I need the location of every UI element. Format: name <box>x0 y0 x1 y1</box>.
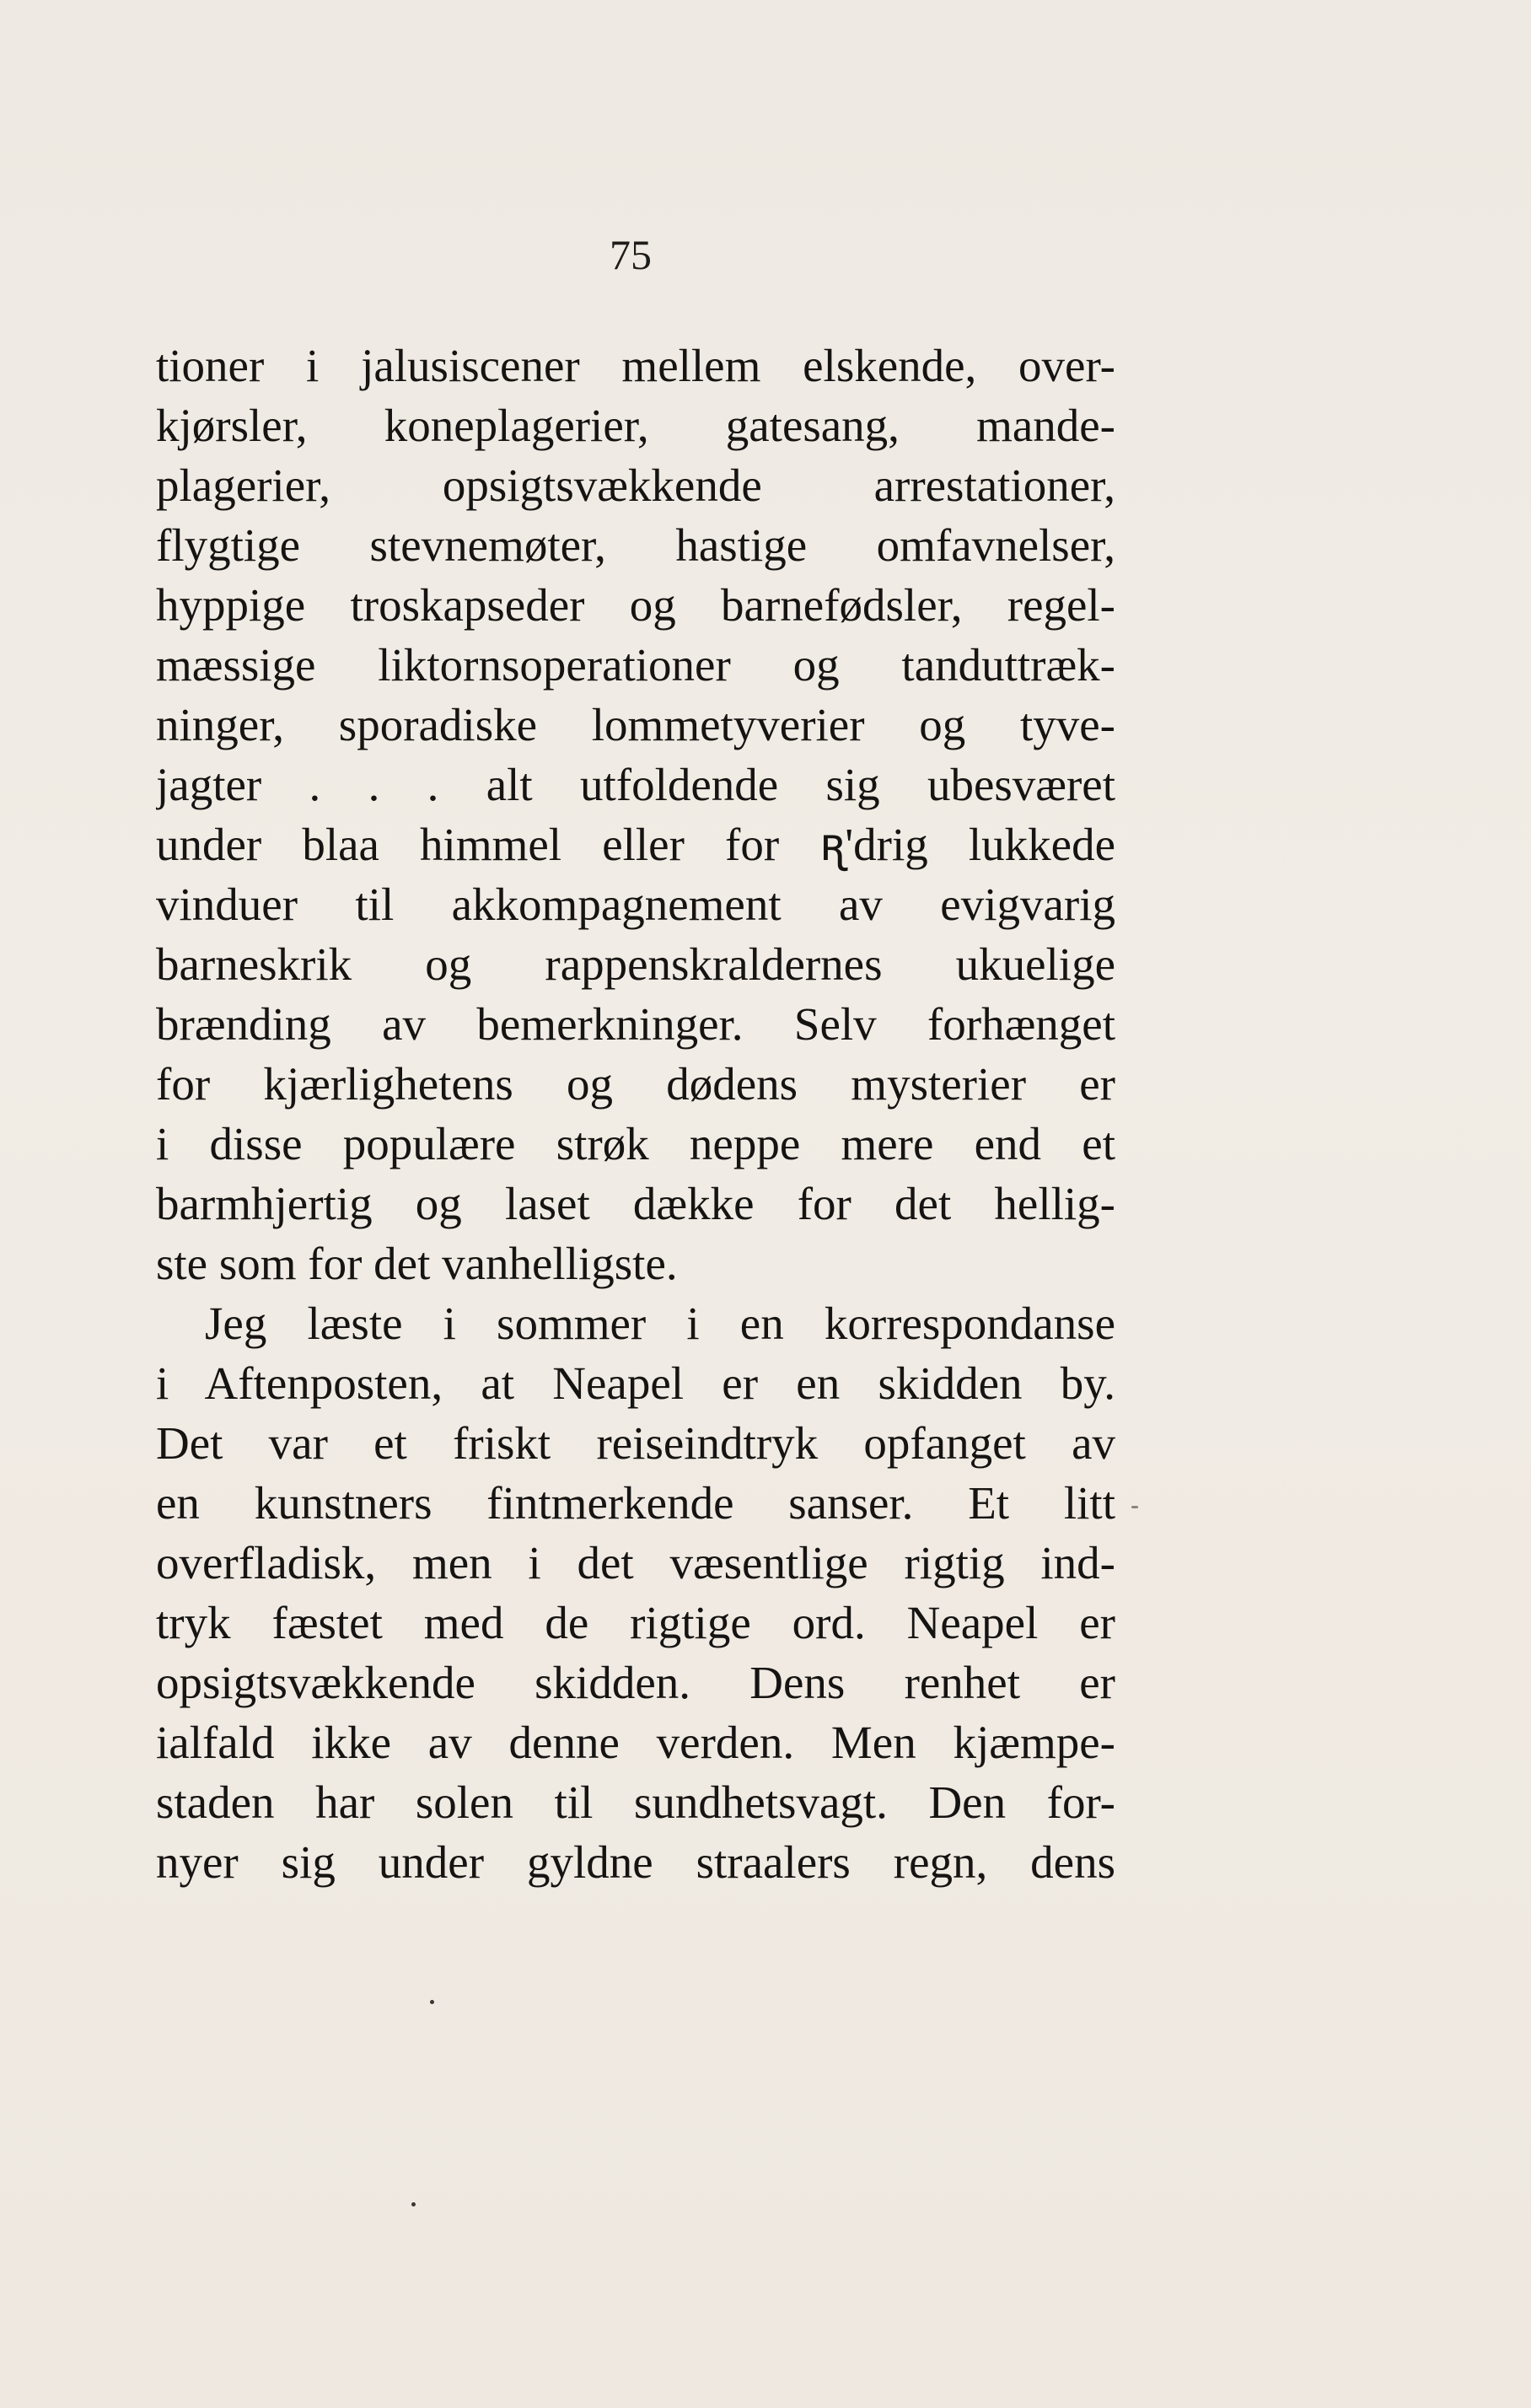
paper-speck <box>411 2202 416 2206</box>
text-line: ninger, sporadiske lommetyverier og tyve- <box>156 699 1115 750</box>
text-line: for kjærlighetens og dødens mysterier er <box>156 1058 1115 1110</box>
text-line: overfladisk, men i det væsentlige rigtig ind- <box>156 1537 1115 1588</box>
text-line: flygtige stevnemøter, hastige omfavnelser, <box>156 519 1115 571</box>
paragraph-end-line: ste som for det vanhelligste. <box>156 1238 678 1289</box>
text-line: barmhjertig og laset dække for det hellig- <box>156 1178 1115 1229</box>
text-line: hyppige troskapseder og barnefødsler, regel- <box>156 579 1115 631</box>
text-line: staden har solen til sundhetsvagt. Den for- <box>156 1776 1115 1828</box>
text-line: i disse populære strøk neppe mere end et <box>156 1118 1115 1169</box>
text-line: plagerier, opsigtsvækkende arrestationer, <box>156 460 1115 511</box>
text-line: mæssige liktornsoperationer og tanduttræk- <box>156 639 1115 691</box>
page-number: 75 <box>610 231 652 278</box>
paper-speck <box>1131 1506 1138 1508</box>
text-line: jagter . . . alt utfoldende sig ubesværet <box>156 759 1115 810</box>
body-text <box>156 336 1115 1892</box>
paragraph-start-line: Jeg læste i sommer i en korrespondanse <box>205 1298 1115 1349</box>
text-line: tryk fæstet med de rigtige ord. Neapel er <box>156 1597 1115 1648</box>
text-line: Det var et friskt reiseindtryk opfanget av <box>156 1417 1115 1469</box>
text-line: opsigtsvækkende skidden. Dens renhet er <box>156 1657 1115 1708</box>
paper-speck <box>430 2000 434 2004</box>
text-line: nyer sig under gyldne straalers regn, dens <box>156 1836 1115 1888</box>
text-line: en kunstners fintmerkende sanser. Et litt <box>156 1477 1115 1529</box>
text-line: under blaa himmel eller for ꭆ'drig lukkede <box>156 819 1115 870</box>
text-line: barneskrik og rappenskraldernes ukuelige <box>156 938 1115 990</box>
text-line: brænding av bemerkninger. Selv forhænget <box>156 998 1115 1050</box>
text-line: ialfald ikke av denne verden. Men kjæmpe- <box>156 1717 1115 1768</box>
text-line: tioner i jalusiscener mellem elskende, over- <box>156 340 1115 391</box>
text-line: vinduer til akkompagnement av evigvarig <box>156 879 1115 930</box>
text-line: i Aftenposten, at Neapel er en skidden by. <box>156 1357 1115 1409</box>
text-line: kjørsler, koneplagerier, gatesang, mande- <box>156 400 1115 451</box>
